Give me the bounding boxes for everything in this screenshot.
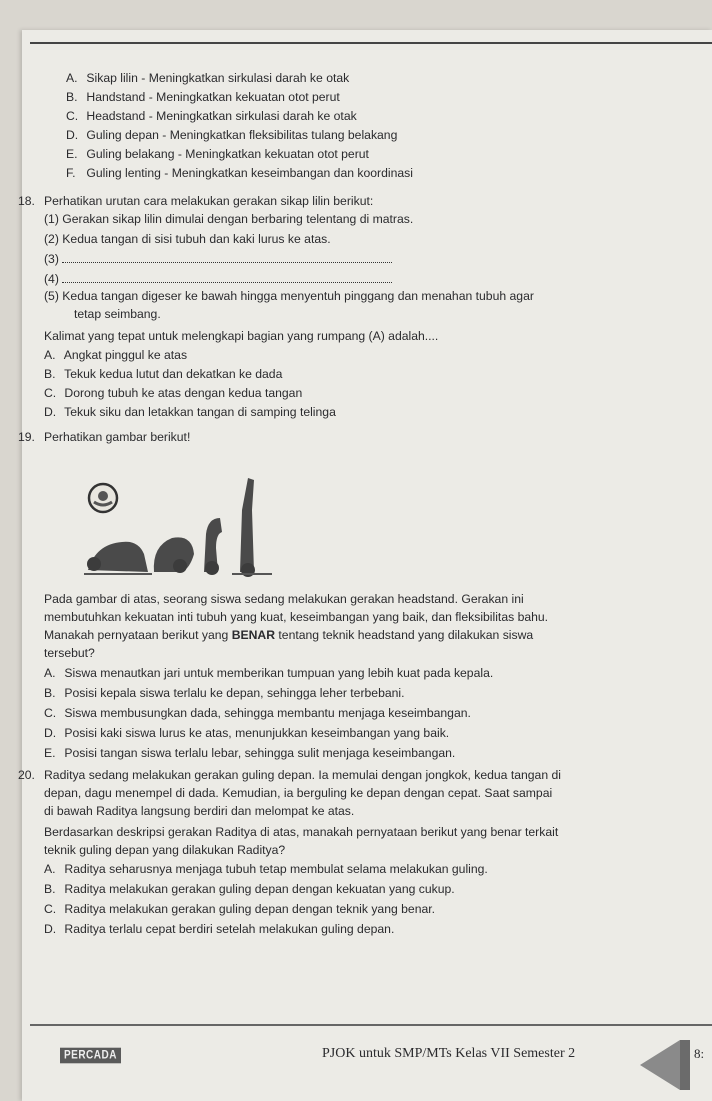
blank-line (62, 252, 392, 263)
q18-option-b: B. Tekuk kedua lutut dan dekatkan ke dada (44, 367, 283, 381)
page-number: 8: (694, 1046, 705, 1061)
q20-para-2: depan, dagu menempel di dada. Kemudian, ia berguling ke depan dengan cepat. Saat sampai (44, 786, 553, 800)
option-top-b: B. Handstand - Meningkatkan kekuatan otot perut (66, 90, 340, 104)
q18-intro: 18. Perhatikan urutan cara melakukan gerakan sikap lilin berikut: (18, 194, 374, 208)
q18-option-c: C. Dorong tubuh ke atas dengan kedua tangan (44, 386, 303, 400)
q20-option-c: C. Raditya melakukan gerakan guling depan dengan teknik yang benar. (44, 902, 436, 916)
figure-tuck-head (173, 559, 187, 573)
q19-para-1: Pada gambar di atas, seorang siswa sedang melakukan gerakan headstand. Gerakan ini (44, 592, 524, 606)
footer-rule (30, 1024, 712, 1026)
q19-para-4: tersebut? (44, 646, 95, 660)
q20-para-5: teknik guling depan yang dilakukan Raditya? (44, 843, 286, 857)
q18-step-2: (2) Kedua tangan di sisi tubuh dan kaki lurus ke atas. (44, 232, 331, 246)
q20-option-a: A. Raditya seharusnya menjaga tubuh tetap membulat selama melakukan guling. (44, 862, 488, 876)
q18-step-1: (1) Gerakan sikap lilin dimulai dengan berbaring telentang di matras. (44, 212, 414, 226)
option-top-f: F. Guling lenting - Meningkatkan keseimbangan dan koordinasi (66, 166, 413, 180)
q20-para-4: Berdasarkan deskripsi gerakan Raditya di atas, manakah pernyataan berikut yang benar terkait (44, 825, 559, 839)
q19-intro: 19. Perhatikan gambar berikut! (18, 430, 191, 444)
figure-bent-head (205, 561, 219, 575)
q20-option-b: B. Raditya melakukan gerakan guling depan dengan kekuatan yang cukup. (44, 882, 455, 896)
figure-headstand (240, 478, 254, 572)
q18-question: Kalimat yang tepat untuk melengkapi bagian yang rumpang (A) adalah.... (44, 329, 439, 343)
option-top-e: E. Guling belakang - Meningkatkan kekuatan otot perut (66, 147, 369, 161)
q20-option-d: D. Raditya terlalu cepat berdiri setelah melakukan guling depan. (44, 922, 395, 936)
q18-option-a: A. Angkat pinggul ke atas (44, 348, 188, 362)
head-detail (98, 491, 108, 501)
q18-step-4: (4) (44, 270, 392, 289)
option-top-d: D. Guling depan - Meningkatkan fleksibilitas tulang belakang (66, 128, 398, 142)
footer-title: PJOK untuk SMP/MTs Kelas VII Semester 2 (322, 1046, 576, 1061)
q19-para-2: membutuhkan kekuatan inti tubuh yang kuat, keseimbangan yang baik, dan fleksibilitas bahu. (44, 610, 549, 624)
page-tab-arrow-icon (640, 1040, 690, 1090)
q19-option-c: C. Siswa membusungkan dada, sehingga membantu menjaga keseimbangan. (44, 706, 471, 720)
q18-option-d: D. Tekuk siku dan letakkan tangan di samping telinga (44, 405, 336, 419)
option-top-c: C. Headstand - Meningkatkan sirkulasi darah ke otak (66, 109, 357, 123)
blank-line (62, 272, 392, 283)
q20-para-3: di bawah Raditya langsung berdiri dan melompat ke atas. (44, 804, 355, 818)
figure-kneel-head (87, 557, 101, 571)
q19-para-3: Manakah pernyataan berikut yang BENAR tentang teknik headstand yang dilakukan siswa (44, 628, 534, 642)
brand-logo: PERCADA (60, 1048, 121, 1064)
top-rule (30, 42, 712, 44)
q19-option-a: A. Siswa menautkan jari untuk memberikan tumpuan yang lebih kuat pada kepala. (44, 666, 494, 680)
headstand-illustration (82, 474, 277, 580)
q19-option-e: E. Posisi tangan siswa terlalu lebar, sehingga sulit menjaga keseimbangan. (44, 746, 456, 760)
option-top-a: A. Sikap lilin - Meningkatkan sirkulasi darah ke otak (66, 71, 350, 85)
q18-step-3: (3) (44, 250, 392, 269)
q19-option-b: B. Posisi kepala siswa terlalu ke depan, sehingga leher terbebani. (44, 686, 405, 700)
q20-para-1: 20. Raditya sedang melakukan gerakan guling depan. Ia memulai dengan jongkok, kedua tangan di (18, 768, 561, 782)
q18-step-5-cont: tetap seimbang. (74, 307, 161, 321)
q19-option-d: D. Posisi kaki siswa lurus ke atas, menunjukkan keseimbangan yang baik. (44, 726, 450, 740)
q18-step-5: (5) Kedua tangan digeser ke bawah hingga menyentuh pinggang dan menahan tubuh agar (44, 289, 534, 303)
